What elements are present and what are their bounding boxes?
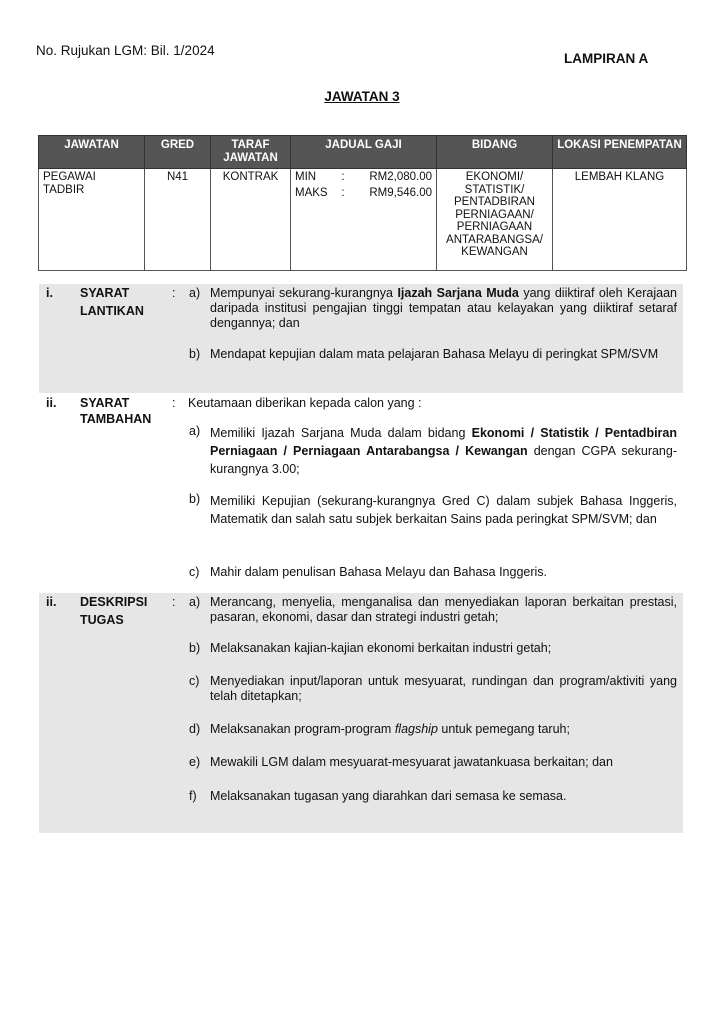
item-text-bold: Ekonomi / Statistik / Pentadbiran Perniagaan / Perniagaan Antarabangsa / Kewangan xyxy=(210,426,678,458)
item-marker: b) xyxy=(189,641,201,655)
section-title xyxy=(80,396,170,427)
table-header-row xyxy=(39,136,687,169)
header-gred: GRED xyxy=(145,136,211,169)
table-row xyxy=(39,169,687,271)
list-item xyxy=(189,424,677,478)
header-jawatan: JAWATAN xyxy=(39,136,145,169)
list-item xyxy=(189,674,677,704)
list-item xyxy=(189,565,677,580)
section-number: i. xyxy=(46,286,53,300)
cell-bidang xyxy=(437,169,553,271)
position-table xyxy=(38,135,687,271)
header-taraf-jawatan: TARAF JAWATAN xyxy=(211,136,291,169)
item-marker: b) xyxy=(189,347,201,361)
section-number: ii. xyxy=(46,396,57,410)
list-item xyxy=(189,492,677,528)
item-text: Menyediakan input/laporan untuk mesyuarat, rundingan dan program/aktiviti yang telah ditetapkan; xyxy=(210,674,677,703)
salary-min-label: MIN xyxy=(295,171,317,183)
section-syarat-lantikan xyxy=(39,284,683,393)
item-text: Memiliki Kepujian (sekurang-kurangnya Gred C) dalam subjek Bahasa Inggeris, Matematik dan salah satu subjek berkaitan Sains pada peringkat SPM/SVM; dan xyxy=(210,494,677,526)
cell-jadual-gaji xyxy=(291,169,437,271)
item-marker: a) xyxy=(189,424,201,438)
item-text-part: yang diiktiraf oleh Kerajaan daripada institusi pengajian tinggi tempatan atau kelayakan yang diiktiraf setaraf dengannya; dan xyxy=(210,286,677,330)
cell-lokasi: LEMBAH KLANG xyxy=(553,169,687,271)
salary-min-row xyxy=(295,171,432,184)
bidang-line: KEWANGAN xyxy=(461,246,528,258)
section-colon: : xyxy=(172,396,176,410)
section-colon: : xyxy=(172,286,176,300)
item-text: Melaksanakan kajian-kajian ekonomi berkaitan industri getah; xyxy=(210,641,552,655)
list-item xyxy=(189,286,677,331)
list-item xyxy=(189,789,677,804)
section-title-line: TAMBAHAN xyxy=(80,412,152,426)
item-text: Mendapat kepujian dalam mata pelajaran Bahasa Melayu di peringkat SPM/SVM xyxy=(210,347,659,361)
section-colon: : xyxy=(172,595,176,609)
item-text-part: Melaksanakan program-program xyxy=(210,722,395,736)
item-text-italic: flagship xyxy=(394,722,438,736)
bidang-line: PENTADBIRAN xyxy=(454,196,535,208)
section-title xyxy=(80,595,170,628)
item-marker: a) xyxy=(189,595,201,609)
cell-gred: N41 xyxy=(145,169,211,271)
item-marker: c) xyxy=(189,565,200,579)
item-text: Mewakili LGM dalam mesyuarat-mesyuarat jawatankuasa berkaitan; dan xyxy=(210,755,613,769)
section-deskripsi-tugas xyxy=(39,593,683,833)
section-syarat-tambahan xyxy=(39,394,683,590)
item-text xyxy=(210,286,677,331)
section-title xyxy=(80,286,170,319)
section-intro: Keutamaan diberikan kepada calon yang : xyxy=(188,396,422,410)
page-title: JAWATAN 3 xyxy=(324,89,400,104)
bidang-line: PERNIAGAAN xyxy=(456,221,533,233)
salary-max-label: MAKS xyxy=(295,186,328,199)
list-item xyxy=(189,641,677,656)
cell-taraf: KONTRAK xyxy=(211,169,291,271)
header-lokasi: LOKASI PENEMPATAN xyxy=(553,136,687,169)
item-text-part: Mempunyai sekurang-kurangnya xyxy=(210,286,398,300)
bidang-line: STATISTIK/ xyxy=(464,183,525,196)
reference-number: No. Rujukan LGM: Bil. 1/2024 xyxy=(36,43,215,58)
salary-max-value: RM9,546.00 xyxy=(369,186,432,199)
header-bidang: BIDANG xyxy=(437,136,553,169)
item-text xyxy=(210,722,677,737)
salary-min-separator: : xyxy=(341,171,345,183)
section-title-line: DESKRIPSI xyxy=(80,595,148,609)
item-marker: b) xyxy=(189,492,201,506)
appendix-label: LAMPIRAN A xyxy=(564,51,649,66)
item-text xyxy=(210,424,677,478)
section-title-line: SYARAT xyxy=(80,286,130,300)
item-text: Merancang, menyelia, menganalisa dan menyediakan laporan berkaitan prestasi, pasaran, ekonomi, dasar dan strategi industri getah; xyxy=(210,595,677,624)
item-text-part: untuk pemegang taruh; xyxy=(437,722,570,736)
bidang-line: ANTARABANGSA/ xyxy=(446,233,543,246)
salary-max-row xyxy=(295,187,432,200)
item-text-part: Memiliki Ijazah Sarjana Muda dalam bidang xyxy=(210,426,472,440)
item-marker: f) xyxy=(189,789,197,803)
list-item xyxy=(189,722,677,737)
item-marker: c) xyxy=(189,674,200,688)
section-title-line: TUGAS xyxy=(80,613,124,627)
bidang-line: EKONOMI/ xyxy=(465,171,524,183)
salary-min-value: RM2,080.00 xyxy=(369,171,432,183)
cell-jawatan: PEGAWAI TADBIR xyxy=(39,169,145,271)
salary-max-separator: : xyxy=(341,186,345,199)
section-title-line: SYARAT xyxy=(80,396,130,410)
item-marker: a) xyxy=(189,286,201,300)
section-title-line: LANTIKAN xyxy=(80,304,144,318)
bidang-line: PERNIAGAAN/ xyxy=(455,208,534,221)
header-jadual-gaji: JADUAL GAJI xyxy=(291,136,437,169)
list-item xyxy=(189,347,677,362)
item-text-part: dengan CGPA sekurang-kurangnya 3.00; xyxy=(210,444,677,476)
item-text: Melaksanakan tugasan yang diarahkan dari semasa ke semasa. xyxy=(210,789,567,803)
list-item xyxy=(189,755,677,770)
item-marker: d) xyxy=(189,722,201,736)
section-number: ii. xyxy=(46,595,57,609)
item-text-bold: Ijazah Sarjana Muda xyxy=(397,286,519,300)
list-item xyxy=(189,595,677,625)
item-text: Mahir dalam penulisan Bahasa Melayu dan Bahasa Inggeris. xyxy=(210,565,548,579)
item-marker: e) xyxy=(189,755,201,769)
